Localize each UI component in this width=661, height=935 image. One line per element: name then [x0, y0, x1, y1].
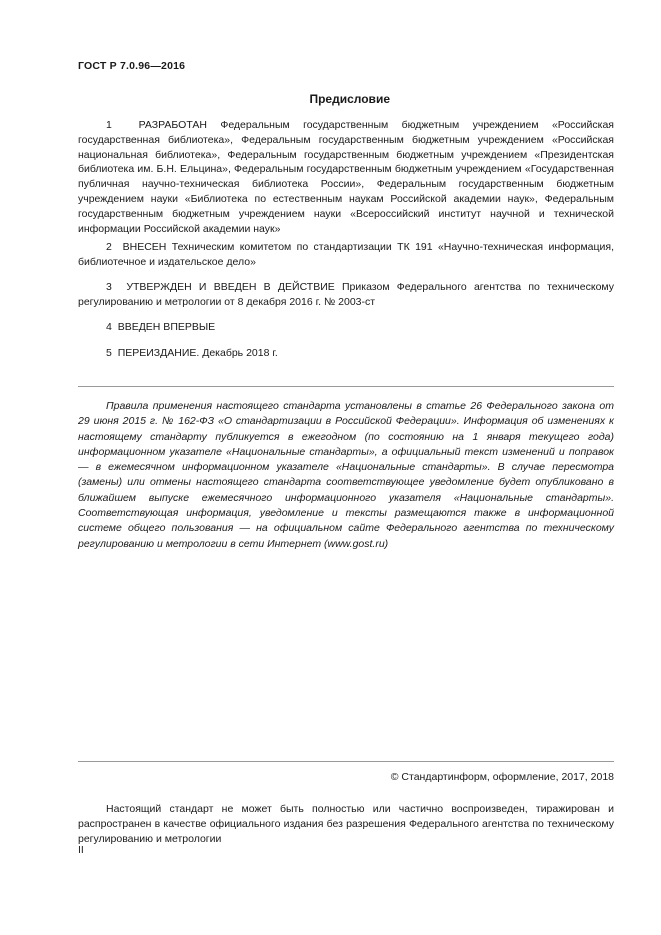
item-number: 4 [106, 321, 112, 333]
preface-item-5 [78, 346, 614, 361]
item-text: ВНЕСЕН Техническим комитетом по стандартизации ТК 191 «Научно-техническая информация, библиотечное и издательское дело» [78, 241, 614, 268]
preface-item-2 [78, 240, 614, 270]
page-number: II [78, 844, 84, 856]
item-text: УТВЕРЖДЕН И ВВЕДЕН В ДЕЙСТВИЕ Приказом Федерального агентства по техническому регулированию и метрологии от 8 декабря 2016 г. № 2003-ст [78, 281, 614, 308]
preface-item-3 [78, 280, 614, 310]
copyright-line: © Стандартинформ, оформление, 2017, 2018 [390, 771, 614, 783]
item-number: 5 [106, 347, 112, 359]
item-number: 2 [106, 241, 112, 253]
bottom-divider [78, 761, 614, 762]
item-text: ПЕРЕИЗДАНИЕ. Декабрь 2018 г. [117, 347, 278, 359]
item-number: 3 [106, 281, 112, 293]
section-title: Предисловие [309, 92, 390, 106]
item-text: РАЗРАБОТАН Федеральным государственным бюджетным учреждением «Российская государственная библиотека», Федеральным государственным бюджетным учреждением «Российская национальная библиотека», Федеральным государственным бюджетным учреждением «Президентская библиотека им. Б.Н. Ельцина», Федеральным государственным бюджетным учреждением «Государственная публичная научно-техническая библиотека России», Федеральным государственным бюджетным учреждением науки «Библиотека по естественным наукам Российской академии наук», Федеральным государственным бюджетным учреждением науки «Всероссийский институт научной и технической информации Российской академии наук» [78, 119, 614, 235]
item-text: ВВЕДЕН ВПЕРВЫЕ [117, 321, 216, 333]
document-code: ГОСТ Р 7.0.96—2016 [78, 60, 186, 72]
reproduction-notice: Настоящий стандарт не может быть полностью или частично воспроизведен, тиражирован и распространен в качестве официального издания без разрешения Федерального агентства по техническому регулированию и метрологии [78, 803, 614, 845]
preface-item-4 [78, 320, 614, 335]
notice-paragraph: Правила применения настоящего стандарта установлены в статье 26 Федерального закона от 29 июня 2015 г. № 162-ФЗ «О стандартизации в Российской Федерации». Информация об изменениях к настоящему стандарту публикуется в ежегодном (по состоянию на 1 января текущего года) информационном указателе «Национальные стандарты», а официальный текст изменений и поправок — в ежемесячном информационном указателе «Национальные стандарты». В случае пересмотра (замены) или отмены настоящего стандарта соответствующее уведомление будет опубликовано в ближайшем выпуске ежемесячного информационного указателя «Национальные стандарты». Соответствующая информация, уведомление и тексты размещаются также в информационной системе общего пользования — на официальном сайте Федерального агентства по техническому регулированию и метрологии в сети Интернет (www.gost.ru) [78, 400, 614, 550]
preface-item-1 [78, 118, 614, 236]
item-number: 1 [106, 119, 112, 131]
top-divider [78, 386, 614, 387]
